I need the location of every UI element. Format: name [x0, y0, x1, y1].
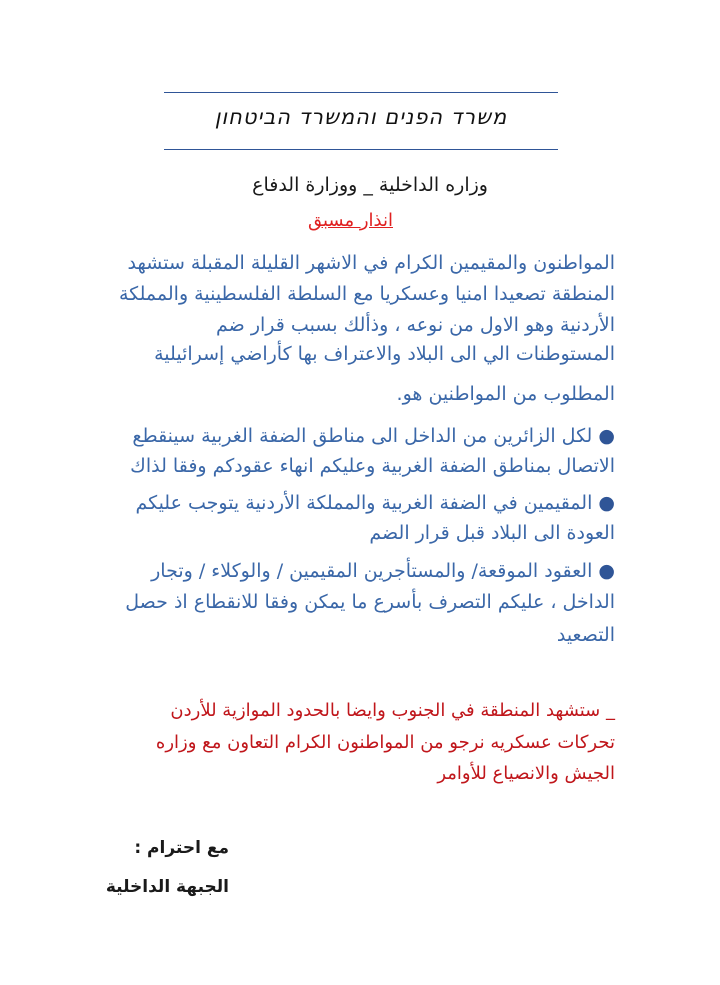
- notice-line: _ ستشهد المنطقة في الجنوب وايضا بالحدود الموازية للأردن: [170, 700, 615, 721]
- bullet-continuation: التصعيد: [556, 624, 615, 646]
- bullet-text: العقود الموقعة/ والمستأجرين المقيمين / والوكلاء / وتجار: [151, 560, 593, 582]
- bullet-marker-icon: ●: [598, 425, 615, 447]
- bullet-text: المقيمين في الضفة الغربية والمملكة الأردنية يتوجب عليكم: [135, 492, 593, 514]
- intro-line: المنطقة تصعيدا امنيا وعسكريا مع السلطة الفلسطينية والمملكة: [118, 283, 615, 305]
- bullet-item: [135, 492, 615, 514]
- regards-line: مع احترام :: [134, 838, 229, 858]
- header-top-rule: [164, 92, 558, 93]
- intro-line: المواطنون والمقيمين الكرام في الاشهر القليلة المقبلة ستشهد: [127, 252, 615, 274]
- intro-line: المستوطنات الي الى البلاد والاعتراف بها كأراضي إسرائيلية: [154, 343, 615, 365]
- bullet-item: [151, 560, 615, 582]
- intro-line: الأردنية وهو الاول من نوعه ، وذألك بسبب قرار ضم: [216, 314, 615, 336]
- bullet-marker-icon: ●: [598, 560, 615, 582]
- signature-line: الجبهة الداخلية: [105, 877, 229, 897]
- hebrew-title: משרד הפנים והמשרד הביטחון: [214, 105, 508, 129]
- bullet-continuation: الداخل ، عليكم التصرف بأسرع ما يمكن وفقا للانقطاع اذ حصل: [125, 591, 615, 613]
- notice-line: الجيش والانصياع للأوامر: [437, 763, 615, 784]
- ministries-line: وزاره الداخلية _ ووزارة الدفاع: [252, 174, 488, 196]
- bullet-text: لكل الزائرين من الداخل الى مناطق الضفة الغربية سينقطع: [132, 425, 593, 447]
- bullet-marker-icon: ●: [598, 492, 615, 514]
- intro-line: المطلوب من المواطنين هو.: [396, 383, 615, 405]
- bullet-continuation: العودة الى البلاد قبل قرار الضم: [369, 522, 615, 544]
- bullet-item: [132, 425, 615, 447]
- bullet-continuation: الاتصال بمناطق الضفة الغربية وعليكم انهاء عقودكم وفقا لذاك: [130, 455, 615, 477]
- header-bottom-rule: [164, 149, 558, 150]
- notice-line: تحركات عسكريه نرجو من المواطنون الكرام التعاون مع وزاره: [155, 732, 615, 753]
- warning-title: انذار مسبق: [307, 210, 393, 231]
